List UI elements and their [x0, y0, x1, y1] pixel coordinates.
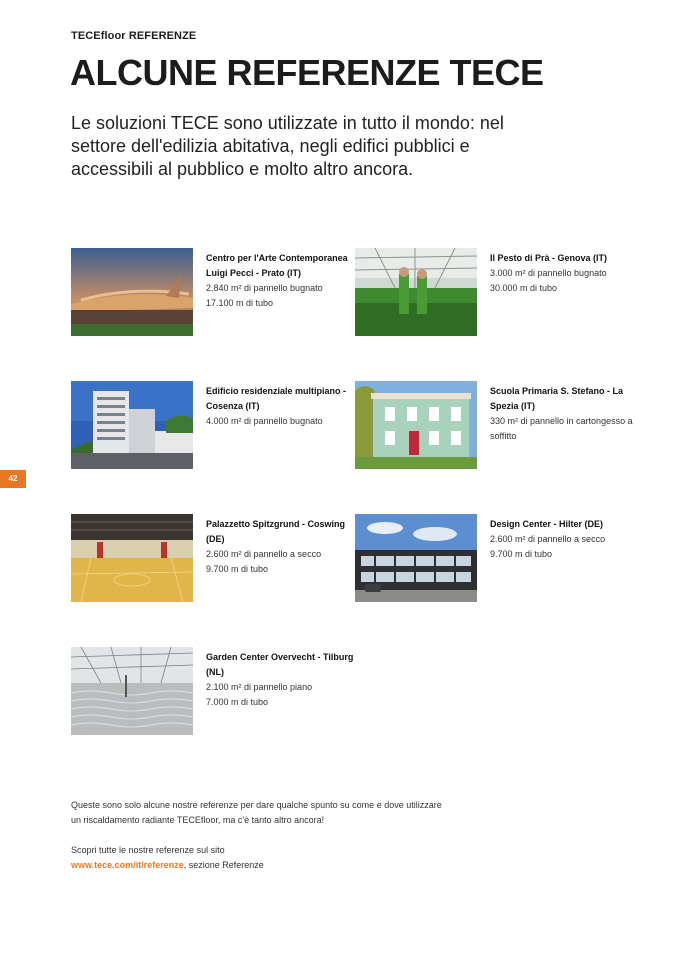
reference-detail: 330 m² di pannello in cartongesso a soffitto: [490, 416, 633, 441]
reference-photo-spitzgrund: [71, 514, 193, 602]
section-kicker: TECEfloor REFERENZE: [71, 30, 197, 42]
reference-photo-overvecht: [71, 647, 193, 735]
intro-paragraph: Le soluzioni TECE sono utilizzate in tutto il mondo: nel settore dell'edilizia abitativa, negli edifici pubblici e accessibili al pubblico e molto altro ancora.: [71, 113, 504, 179]
reference-photo-pecci: [71, 248, 193, 336]
closing-text: [71, 798, 451, 888]
reference-detail: 9.700 m di tubo: [490, 549, 553, 559]
reference-detail: 17.100 m di tubo: [206, 298, 274, 308]
reference-name: Edificio residenziale multipiano - Cosenza (IT): [206, 386, 347, 411]
reference-detail: 3.000 m² di pannello bugnato: [490, 268, 607, 278]
website-paragraph: [71, 843, 451, 873]
reference-name: Garden Center Overvecht - Tilburg (NL): [206, 652, 354, 677]
reference-detail: 7.000 m di tubo: [206, 697, 269, 707]
reference-name: Palazzetto Spitzgrund - Coswing (DE): [206, 519, 345, 544]
reference-detail: 2.840 m² di pannello bugnato: [206, 283, 323, 293]
reference-detail: 2.100 m² di pannello piano: [206, 682, 313, 692]
reference-detail: 2.600 m² di pannello a secco: [490, 534, 606, 544]
reference-name: Il Pesto di Prà - Genova (IT): [490, 253, 608, 263]
page-title: ALCUNE REFERENZE TECE: [70, 52, 544, 93]
page-number-badge: 42: [0, 470, 26, 488]
reference-photo-cosenza: [71, 381, 193, 469]
reference-detail: 9.700 m di tubo: [206, 564, 269, 574]
website-suffix: , sezione Referenze: [183, 860, 264, 870]
reference-name: Centro per l'Arte Contemporanea Luigi Pecci - Prato (IT): [206, 253, 348, 278]
reference-detail: 2.600 m² di pannello a secco: [206, 549, 322, 559]
reference-detail: 30.000 m di tubo: [490, 283, 558, 293]
closing-paragraph: Queste sono solo alcune nostre referenze per dare qualche spunto su come e dove utilizzare un riscaldamento radiante TECEfloor, ma c'è tanto altro ancora!: [71, 800, 442, 825]
reference-name: Scuola Primaria S. Stefano - La Spezia (IT): [490, 386, 624, 411]
reference-photo-hilter: [355, 514, 477, 602]
website-prefix: Scopri tutte le nostre referenze sul sito: [71, 845, 225, 855]
reference-photo-la-spezia: [355, 381, 477, 469]
reference-photo-pesto: [355, 248, 477, 336]
reference-detail: 4.000 m² di pannello bugnato: [206, 416, 323, 426]
reference-name: Design Center - Hilter (DE): [490, 519, 604, 529]
website-link[interactable]: www.tece.com/it/referenze: [71, 860, 184, 870]
